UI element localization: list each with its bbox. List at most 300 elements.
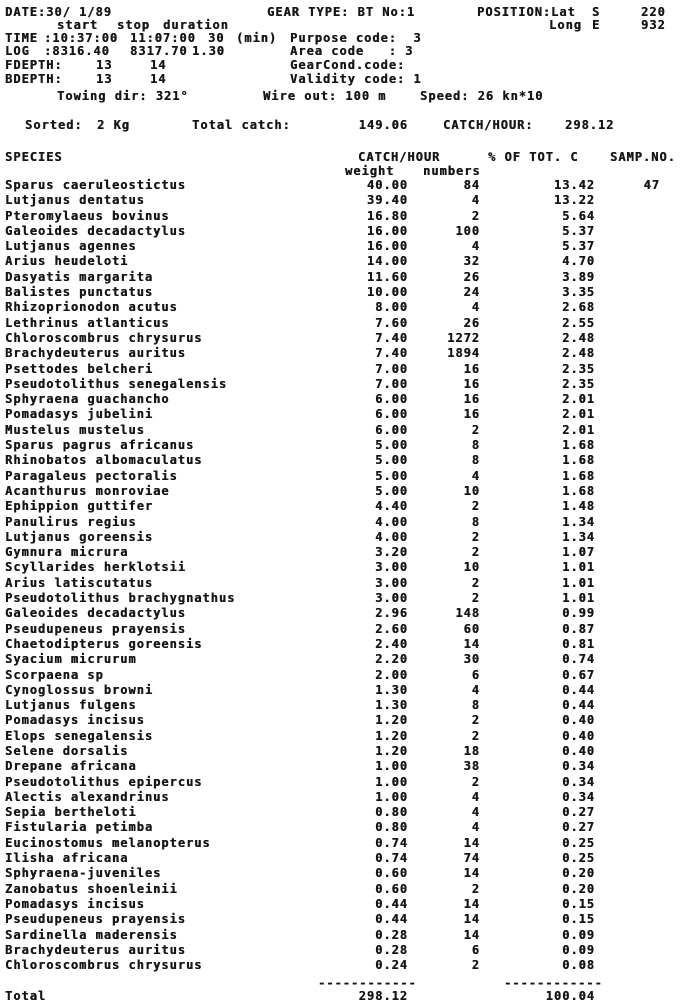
species-row bbox=[0, 300, 700, 315]
purpose-code: Purpose code: 3 bbox=[290, 31, 422, 45]
catch-weight: 0.74 bbox=[375, 835, 408, 850]
species-row bbox=[0, 866, 700, 881]
catch-weight: 1.30 bbox=[375, 698, 408, 713]
speed: Speed: 26 kn*10 bbox=[420, 89, 544, 103]
species-name: Brachydeuterus auritus bbox=[5, 346, 186, 361]
species-row bbox=[0, 346, 700, 361]
catch-hour-label: CATCH/HOUR: bbox=[443, 118, 534, 132]
catch-numbers: 14 bbox=[463, 636, 480, 651]
catch-weight: 7.40 bbox=[375, 330, 408, 345]
pct-of-total: 0.25 bbox=[562, 835, 595, 850]
species-row bbox=[0, 560, 700, 575]
species-row bbox=[0, 423, 700, 438]
log-duration: 1.30 bbox=[192, 44, 225, 58]
catch-weight: 4.00 bbox=[375, 529, 408, 544]
pct-of-total: 0.08 bbox=[562, 958, 595, 973]
col-header-catch-hour: CATCH/HOUR bbox=[358, 150, 441, 164]
pct-of-total: 1.68 bbox=[562, 438, 595, 453]
species-name: Syacium micrurum bbox=[5, 652, 137, 667]
species-row bbox=[0, 392, 700, 407]
catch-weight: 5.00 bbox=[375, 453, 408, 468]
species-name: Alectis alexandrinus bbox=[5, 789, 170, 804]
species-row bbox=[0, 499, 700, 514]
pct-of-total: 1.68 bbox=[562, 483, 595, 498]
species-name: Chaetodipterus goreensis bbox=[5, 636, 203, 651]
catch-weight: 8.00 bbox=[375, 300, 408, 315]
species-row bbox=[0, 652, 700, 667]
catch-numbers: 2 bbox=[471, 575, 480, 590]
species-name: Pseudotolithus brachygnathus bbox=[5, 591, 236, 606]
species-row bbox=[0, 882, 700, 897]
species-name: Sphyraena-juveniles bbox=[5, 866, 162, 881]
pct-of-total: 5.37 bbox=[562, 223, 595, 238]
species-name: Scyllarides herklotsii bbox=[5, 560, 186, 575]
species-name: Galeoides decadactylus bbox=[5, 606, 186, 621]
catch-numbers: 10 bbox=[463, 483, 480, 498]
catch-numbers: 1894 bbox=[447, 346, 480, 361]
gearcond-code: GearCond.code: bbox=[290, 58, 406, 72]
species-name: Pomadasys incisus bbox=[5, 713, 145, 728]
species-name: Paragaleus pectoralis bbox=[5, 468, 178, 483]
species-name: Elops senegalensis bbox=[5, 728, 154, 743]
species-row bbox=[0, 224, 700, 239]
species-name: Pteromylaeus bovinus bbox=[5, 208, 170, 223]
pct-of-total: 2.35 bbox=[562, 376, 595, 391]
catch-weight: 5.00 bbox=[375, 438, 408, 453]
catch-weight: 0.60 bbox=[375, 881, 408, 896]
species-row bbox=[0, 438, 700, 453]
catch-numbers: 2 bbox=[471, 774, 480, 789]
total-pct: 100.04 bbox=[545, 989, 595, 1003]
species-name: Zanobatus shoenleinii bbox=[5, 881, 178, 896]
log-stop: 8317.70 bbox=[130, 44, 188, 58]
species-row bbox=[0, 469, 700, 484]
catch-numbers: 60 bbox=[463, 621, 480, 636]
species-name: Ilisha africana bbox=[5, 851, 129, 866]
position-label: POSITION:Lat bbox=[477, 5, 576, 19]
catch-weight: 40.00 bbox=[366, 178, 408, 192]
catch-numbers: 2 bbox=[471, 422, 480, 437]
pct-of-total: 1.68 bbox=[562, 468, 595, 483]
catch-numbers: 2 bbox=[471, 529, 480, 544]
species-row bbox=[0, 254, 700, 269]
pct-of-total: 1.01 bbox=[562, 591, 595, 606]
fdepth-label: FDEPTH: bbox=[5, 58, 63, 72]
pct-of-total: 0.74 bbox=[562, 652, 595, 667]
catch-weight: 2.60 bbox=[375, 621, 408, 636]
pct-of-total: 1.07 bbox=[562, 545, 595, 560]
col-start-label: start bbox=[57, 18, 99, 32]
catch-numbers: 6 bbox=[471, 667, 480, 682]
species-name: Arius latiscutatus bbox=[5, 575, 154, 590]
catch-weight: 6.00 bbox=[375, 422, 408, 437]
bdepth-label: BDEPTH: bbox=[5, 72, 63, 86]
catch-numbers: 84 bbox=[463, 178, 480, 192]
pct-of-total: 1.01 bbox=[562, 575, 595, 590]
long-label: Long bbox=[549, 18, 582, 32]
catch-numbers: 2 bbox=[471, 499, 480, 514]
catch-weight: 3.00 bbox=[375, 591, 408, 606]
species-name: Chloroscombrus chrysurus bbox=[5, 330, 203, 345]
species-name: Lutjanus fulgens bbox=[5, 698, 137, 713]
catch-numbers: 14 bbox=[463, 835, 480, 850]
towing-direction: Towing dir: 321° bbox=[57, 89, 189, 103]
catch-weight: 14.00 bbox=[366, 254, 408, 269]
species-row bbox=[0, 836, 700, 851]
pct-of-total: 13.22 bbox=[553, 193, 595, 208]
species-row bbox=[0, 637, 700, 652]
species-row bbox=[0, 606, 700, 621]
sorted-value: 2 Kg bbox=[97, 118, 130, 132]
catch-weight: 2.96 bbox=[375, 606, 408, 621]
validity-code: Validity code: 1 bbox=[290, 72, 422, 86]
pct-of-total: 2.01 bbox=[562, 392, 595, 407]
catch-hour-value: 298.12 bbox=[565, 118, 615, 132]
col-header-species: SPECIES bbox=[5, 150, 63, 164]
species-row bbox=[0, 683, 700, 698]
catch-weight: 6.00 bbox=[375, 392, 408, 407]
species-name: Scorpaena sp bbox=[5, 667, 104, 682]
species-name: Lutjanus goreensis bbox=[5, 529, 154, 544]
pct-of-total: 0.44 bbox=[562, 698, 595, 713]
catch-weight: 1.00 bbox=[375, 774, 408, 789]
species-name: Pseudupeneus prayensis bbox=[5, 912, 186, 927]
pct-of-total: 2.01 bbox=[562, 422, 595, 437]
catch-numbers: 8 bbox=[471, 698, 480, 713]
species-name: Sphyraena guachancho bbox=[5, 392, 170, 407]
catch-numbers: 10 bbox=[463, 560, 480, 575]
species-name: Selene dorsalis bbox=[5, 743, 129, 758]
species-name: Pseudupeneus prayensis bbox=[5, 621, 186, 636]
col-stop-label: stop bbox=[117, 18, 150, 32]
species-row bbox=[0, 943, 700, 958]
species-row bbox=[0, 912, 700, 927]
pct-of-total: 0.15 bbox=[562, 896, 595, 911]
pct-of-total: 0.40 bbox=[562, 728, 595, 743]
species-name: Lethrinus atlanticus bbox=[5, 315, 170, 330]
species-row bbox=[0, 713, 700, 728]
catch-numbers: 4 bbox=[471, 468, 480, 483]
long-hemisphere: E bbox=[592, 18, 601, 32]
pct-of-total: 1.48 bbox=[562, 499, 595, 514]
species-row bbox=[0, 729, 700, 744]
species-row bbox=[0, 928, 700, 943]
species-name: Cynoglossus browni bbox=[5, 682, 154, 697]
species-name: Sardinella maderensis bbox=[5, 927, 178, 942]
catch-numbers: 4 bbox=[471, 789, 480, 804]
log-label: LOG bbox=[5, 44, 30, 58]
pct-of-total: 2.48 bbox=[562, 330, 595, 345]
catch-numbers: 4 bbox=[471, 820, 480, 835]
species-row bbox=[0, 668, 700, 683]
species-row bbox=[0, 805, 700, 820]
catch-weight: 10.00 bbox=[366, 285, 408, 300]
time-label: TIME bbox=[5, 31, 38, 45]
species-row bbox=[0, 530, 700, 545]
catch-weight: 16.80 bbox=[366, 208, 408, 223]
catch-numbers: 38 bbox=[463, 759, 480, 774]
catch-numbers: 148 bbox=[455, 606, 480, 621]
catch-numbers: 2 bbox=[471, 881, 480, 896]
catch-weight: 1.30 bbox=[375, 682, 408, 697]
bdepth-stop: 14 bbox=[150, 72, 167, 86]
pct-of-total: 0.40 bbox=[562, 743, 595, 758]
catch-weight: 5.00 bbox=[375, 468, 408, 483]
weight-total-rule: ------------ bbox=[318, 976, 417, 990]
report-date: DATE:30/ 1/89 bbox=[5, 5, 112, 19]
pct-of-total: 0.20 bbox=[562, 881, 595, 896]
catch-numbers: 4 bbox=[471, 300, 480, 315]
catch-numbers: 16 bbox=[463, 361, 480, 376]
catch-weight: 2.00 bbox=[375, 667, 408, 682]
species-row bbox=[0, 897, 700, 912]
time-unit: (min) bbox=[236, 31, 278, 45]
species-name: Eucinostomus melanopterus bbox=[5, 835, 211, 850]
species-row bbox=[0, 698, 700, 713]
pct-of-total: 2.35 bbox=[562, 361, 595, 376]
catch-numbers: 14 bbox=[463, 912, 480, 927]
catch-numbers: 18 bbox=[463, 743, 480, 758]
species-name: Lutjanus agennes bbox=[5, 239, 137, 254]
species-name: Dasyatis margarita bbox=[5, 269, 154, 284]
catch-numbers: 8 bbox=[471, 438, 480, 453]
catch-weight: 2.20 bbox=[375, 652, 408, 667]
pct-of-total: 0.34 bbox=[562, 759, 595, 774]
pct-of-total: 0.34 bbox=[562, 774, 595, 789]
species-row bbox=[0, 545, 700, 560]
species-name: Rhizoprionodon acutus bbox=[5, 300, 178, 315]
pct-of-total: 0.20 bbox=[562, 866, 595, 881]
fdepth-stop: 14 bbox=[150, 58, 167, 72]
species-name: Pseudotolithus senegalensis bbox=[5, 376, 228, 391]
species-row bbox=[0, 744, 700, 759]
species-row bbox=[0, 759, 700, 774]
species-name: Mustelus mustelus bbox=[5, 422, 145, 437]
catch-numbers: 16 bbox=[463, 376, 480, 391]
catch-numbers: 100 bbox=[455, 223, 480, 238]
catch-numbers: 74 bbox=[463, 851, 480, 866]
catch-weight: 3.20 bbox=[375, 545, 408, 560]
catch-weight: 7.40 bbox=[375, 346, 408, 361]
species-row bbox=[0, 377, 700, 392]
catch-weight: 4.00 bbox=[375, 514, 408, 529]
catch-numbers: 32 bbox=[463, 254, 480, 269]
species-name: Arius heudeloti bbox=[5, 254, 129, 269]
catch-numbers: 8 bbox=[471, 453, 480, 468]
species-row bbox=[0, 820, 700, 835]
total-label: Total bbox=[5, 989, 47, 1003]
species-name: Lutjanus dentatus bbox=[5, 193, 145, 208]
catch-numbers: 14 bbox=[463, 896, 480, 911]
time-start: :10:37:00 bbox=[44, 31, 119, 45]
wire-out: Wire out: 100 m bbox=[263, 89, 387, 103]
species-name: Acanthurus monroviae bbox=[5, 483, 170, 498]
species-row bbox=[0, 576, 700, 591]
catch-weight: 1.20 bbox=[375, 743, 408, 758]
pct-of-total: 0.25 bbox=[562, 851, 595, 866]
pct-of-total: 1.01 bbox=[562, 560, 595, 575]
catch-numbers: 2 bbox=[471, 208, 480, 223]
species-row bbox=[0, 209, 700, 224]
species-row bbox=[0, 316, 700, 331]
subcol-header-numbers: numbers bbox=[423, 164, 481, 178]
species-name: Drepane africana bbox=[5, 759, 137, 774]
pct-of-total: 2.48 bbox=[562, 346, 595, 361]
pct-of-total: 0.99 bbox=[562, 606, 595, 621]
catch-numbers: 2 bbox=[471, 958, 480, 973]
species-name: Panulirus regius bbox=[5, 514, 137, 529]
catch-numbers: 4 bbox=[471, 193, 480, 208]
species-row bbox=[0, 484, 700, 499]
pct-of-total: 0.44 bbox=[562, 682, 595, 697]
catch-weight: 11.60 bbox=[366, 269, 408, 284]
catch-numbers: 8 bbox=[471, 514, 480, 529]
catch-weight: 0.60 bbox=[375, 866, 408, 881]
species-name: Sparus pagrus africanus bbox=[5, 438, 195, 453]
catch-weight: 3.00 bbox=[375, 560, 408, 575]
species-name: Pseudotolithus epipercus bbox=[5, 774, 203, 789]
bdepth-start: 13 bbox=[96, 72, 113, 86]
catch-numbers: 14 bbox=[463, 866, 480, 881]
pct-of-total: 0.34 bbox=[562, 789, 595, 804]
species-row bbox=[0, 407, 700, 422]
species-row bbox=[0, 193, 700, 208]
catch-numbers: 2 bbox=[471, 713, 480, 728]
lat-hemisphere: S bbox=[592, 5, 601, 19]
species-row bbox=[0, 362, 700, 377]
catch-weight: 16.00 bbox=[366, 239, 408, 254]
pct-of-total: 0.67 bbox=[562, 667, 595, 682]
species-row bbox=[0, 790, 700, 805]
catch-numbers: 4 bbox=[471, 805, 480, 820]
species-row bbox=[0, 285, 700, 300]
catch-weight: 0.74 bbox=[375, 851, 408, 866]
catch-weight: 1.20 bbox=[375, 713, 408, 728]
species-name: Balistes punctatus bbox=[5, 285, 154, 300]
pct-of-total: 0.27 bbox=[562, 805, 595, 820]
catch-numbers: 14 bbox=[463, 927, 480, 942]
species-row bbox=[0, 591, 700, 606]
species-name: Psettodes belcheri bbox=[5, 361, 154, 376]
species-name: Pomadasys jubelini bbox=[5, 407, 154, 422]
catch-weight: 0.28 bbox=[375, 927, 408, 942]
pct-of-total: 1.68 bbox=[562, 453, 595, 468]
species-name: Brachydeuterus auritus bbox=[5, 942, 186, 957]
time-stop: 11:07:00 bbox=[130, 31, 196, 45]
catch-weight: 2.40 bbox=[375, 636, 408, 651]
total-catch-value: 149.06 bbox=[358, 118, 408, 132]
time-duration: 30 bbox=[208, 31, 225, 45]
catch-numbers: 2 bbox=[471, 728, 480, 743]
pct-of-total: 0.40 bbox=[562, 713, 595, 728]
species-table-body bbox=[0, 178, 700, 973]
species-name: Gymnura micrura bbox=[5, 545, 129, 560]
species-name: Sepia bertheloti bbox=[5, 805, 137, 820]
species-name: Sparus caeruleostictus bbox=[5, 178, 186, 192]
sorted-label: Sorted: bbox=[25, 118, 83, 132]
catch-weight: 3.00 bbox=[375, 575, 408, 590]
pct-of-total: 13.42 bbox=[553, 178, 595, 192]
species-row bbox=[0, 958, 700, 973]
lat-value: 220 bbox=[641, 5, 666, 19]
catch-weight: 6.00 bbox=[375, 407, 408, 422]
catch-weight: 39.40 bbox=[366, 193, 408, 208]
catch-numbers: 4 bbox=[471, 682, 480, 697]
catch-weight: 1.00 bbox=[375, 789, 408, 804]
catch-numbers: 26 bbox=[463, 315, 480, 330]
subcol-header-weight: weight bbox=[345, 164, 395, 178]
pct-total-rule: ------------ bbox=[504, 976, 603, 990]
area-code: Area code : 3 bbox=[290, 44, 414, 58]
pct-of-total: 3.35 bbox=[562, 285, 595, 300]
pct-of-total: 0.87 bbox=[562, 621, 595, 636]
pct-of-total: 5.64 bbox=[562, 208, 595, 223]
sample-no: 47 bbox=[643, 178, 660, 192]
species-name: Fistularia petimba bbox=[5, 820, 154, 835]
catch-weight: 7.60 bbox=[375, 315, 408, 330]
pct-of-total: 0.09 bbox=[562, 927, 595, 942]
pct-of-total: 0.81 bbox=[562, 636, 595, 651]
col-header-pct-total: % OF TOT. C bbox=[488, 150, 579, 164]
catch-weight: 5.00 bbox=[375, 483, 408, 498]
fdepth-start: 13 bbox=[96, 58, 113, 72]
catch-weight: 1.00 bbox=[375, 759, 408, 774]
catch-weight: 1.20 bbox=[375, 728, 408, 743]
total-weight: 298.12 bbox=[358, 989, 408, 1003]
pct-of-total: 2.55 bbox=[562, 315, 595, 330]
species-name: Chloroscombrus chrysurus bbox=[5, 958, 203, 973]
catch-weight: 7.00 bbox=[375, 376, 408, 391]
pct-of-total: 2.68 bbox=[562, 300, 595, 315]
catch-weight: 0.44 bbox=[375, 912, 408, 927]
species-row bbox=[0, 331, 700, 346]
catch-numbers: 26 bbox=[463, 269, 480, 284]
catch-weight: 7.00 bbox=[375, 361, 408, 376]
pct-of-total: 1.34 bbox=[562, 514, 595, 529]
long-value: 932 bbox=[641, 18, 666, 32]
catch-weight: 4.40 bbox=[375, 499, 408, 514]
pct-of-total: 5.37 bbox=[562, 239, 595, 254]
species-row bbox=[0, 270, 700, 285]
species-row bbox=[0, 178, 700, 193]
pct-of-total: 2.01 bbox=[562, 407, 595, 422]
catch-numbers: 2 bbox=[471, 545, 480, 560]
gear-type: GEAR TYPE: BT No:1 bbox=[267, 5, 416, 19]
catch-weight: 0.80 bbox=[375, 805, 408, 820]
pct-of-total: 0.09 bbox=[562, 942, 595, 957]
catch-weight: 0.24 bbox=[375, 958, 408, 973]
catch-numbers: 30 bbox=[463, 652, 480, 667]
catch-weight: 0.80 bbox=[375, 820, 408, 835]
species-row bbox=[0, 239, 700, 254]
catch-weight: 0.28 bbox=[375, 942, 408, 957]
catch-numbers: 24 bbox=[463, 285, 480, 300]
catch-numbers: 6 bbox=[471, 942, 480, 957]
catch-numbers: 2 bbox=[471, 591, 480, 606]
species-name: Rhinobatos albomaculatus bbox=[5, 453, 203, 468]
species-row bbox=[0, 851, 700, 866]
species-row bbox=[0, 622, 700, 637]
species-row bbox=[0, 453, 700, 468]
species-name: Galeoides decadactylus bbox=[5, 223, 186, 238]
pct-of-total: 3.89 bbox=[562, 269, 595, 284]
catch-numbers: 16 bbox=[463, 407, 480, 422]
pct-of-total: 1.34 bbox=[562, 529, 595, 544]
pct-of-total: 4.70 bbox=[562, 254, 595, 269]
total-catch-label: Total catch: bbox=[192, 118, 291, 132]
species-row bbox=[0, 515, 700, 530]
catch-weight: 0.44 bbox=[375, 896, 408, 911]
